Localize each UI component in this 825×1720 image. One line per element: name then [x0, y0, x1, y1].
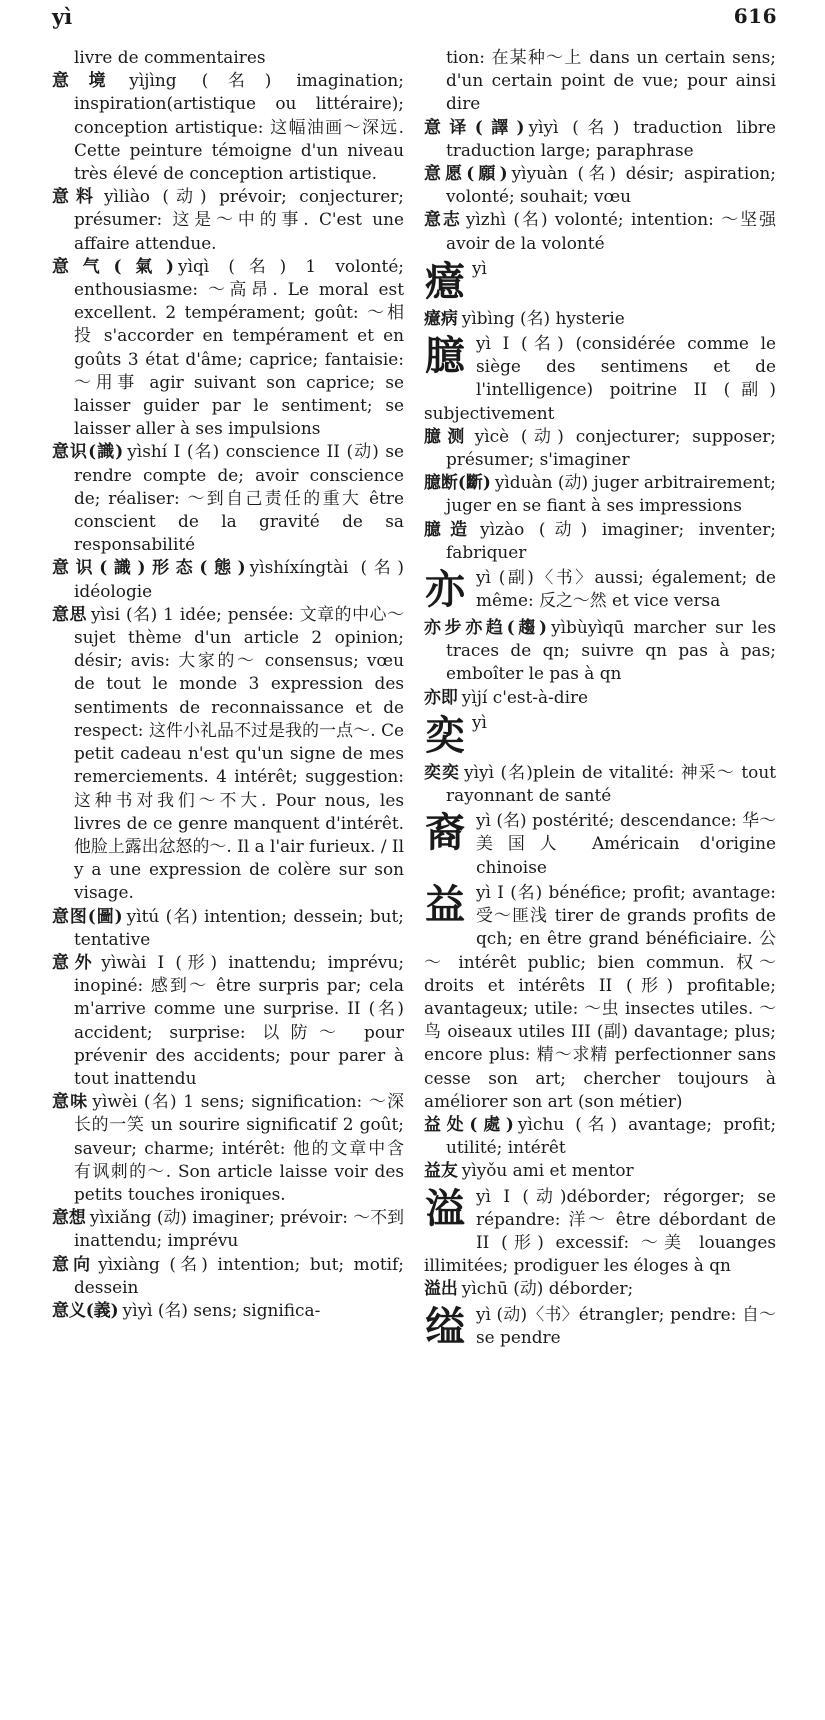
entry-text: yìwài I (形) inattendu; imprévu; inopiné: 感到～ être surpris par; cela m'arrive comme une surprise. II (名) accident; surprise: 以防～ pour prévenir des accidents; pour parer à tout inattendu	[74, 951, 405, 1088]
entry-text: yìchu (名) avantage; profit; utilité; intérêt	[446, 1113, 777, 1158]
entry-yixiang-intention	[52, 1253, 404, 1299]
entry-yijing	[52, 69, 404, 185]
entry-text: yìjìng (名) imagination; inspiration(artistique ou littéraire); conception artistique: 这幅油画～深远. Cette peinture témoigne d'un niveau très élevé de conception artistique.	[74, 70, 404, 184]
entry-text: yìwèi (名) 1 sens; signification: ～深长的一笑 un sourire significatif 2 goût; saveur; charme; intérêt: 他的文章中含有讽刺的～. Son article laisse voir des petits touches ironiques.	[74, 1091, 405, 1204]
entry-headword: 臆测	[424, 425, 471, 446]
entry-headword: 意外	[52, 951, 98, 972]
left-column	[52, 46, 404, 1322]
right-column	[424, 46, 776, 1353]
entry-headword: 意识(識)	[52, 441, 124, 462]
character-glyph: 缢	[425, 1302, 465, 1350]
character-heading	[424, 711, 776, 761]
entry-yixiang	[52, 1206, 404, 1252]
entry-yibuyiqu	[424, 616, 776, 686]
entry-text: yìzhì (名) volonté; intention: ～坚强 avoir de la volonté	[446, 209, 776, 253]
entry-text: yìyuàn (名) désir; aspiration; volonté; souhait; vœu	[446, 163, 776, 207]
entry-text: yìduàn (动) juger arbitrairement; juger en se fiant à ses impressions	[446, 472, 777, 516]
entry-text: yìbìng (名) hysterie	[461, 307, 625, 328]
character-entry	[424, 1303, 776, 1353]
entry-text: yì (名) postérité; descendance: 华～美国人 Américain d'origine chinoise	[476, 810, 776, 877]
character-glyph: 益	[425, 880, 465, 928]
entry-text: yìzào (动) imaginer; inventer; fabriquer	[446, 518, 776, 562]
entry-continuation	[52, 46, 404, 69]
entry-text: yìyì (名)plein de vitalité: 神采～ tout rayonnant de santé	[446, 761, 776, 806]
character-pinyin: yì	[472, 711, 487, 732]
character-entry	[424, 809, 776, 879]
entry-text: yì I (动)déborder; régorger; se répandre: 洋～ être débordant de II (形) excessif: ～美 louanges illimitées; prodiguer les éloges à qn	[424, 1185, 776, 1276]
entry-headword: 亦步亦趋(趨)	[424, 617, 548, 638]
entry-yisi	[52, 603, 404, 905]
entry-text: yìshí I (名) conscience II (动) se rendre compte de; avoir conscience de; réaliser: ～到自己责任的重大 être conscient de la gravité de sa responsabilité	[74, 441, 405, 555]
entry-headword: 意境	[52, 70, 126, 91]
entry-yichu-deborder	[424, 1277, 776, 1300]
entry-text: yìjí c'est-à-dire	[461, 686, 589, 707]
entry-yichu	[424, 1113, 776, 1159]
character-glyph: 癔	[425, 257, 465, 305]
entry-headword: 意识(識)形态(態)	[52, 557, 246, 578]
entry-headword: 意图(圖)	[52, 905, 123, 926]
entry-headword: 奕奕	[424, 761, 461, 782]
character-entry	[424, 881, 776, 1113]
entry-text: yìsi (名) 1 idée; pensée: 文章的中心～ sujet thème d'un article 2 opinion; désir; avis: 大家的～ consensus; vœu de tout le monde 3 expression des sentiments de reconnaissance et de respect: 这件小礼品不过是我的一点～. Ce petit cadeau n'est qu'un signe de mes remerciements. 4 intérêt; suggestion: 这种书对我们～不大. Pour nous, les livres de ce genre manquent d'intérêt. 他脸上露出忿怒的～. Il a l'air furieux. / Il y a une expression de colère sur son visage.	[74, 603, 405, 903]
entry-yishixingtai	[52, 556, 404, 602]
character-glyph: 裔	[425, 809, 465, 857]
character-glyph: 亦	[425, 566, 465, 614]
character-entry	[424, 566, 776, 616]
character-glyph: 奕	[425, 711, 465, 759]
entry-yiji	[424, 686, 776, 709]
entry-text: yìcè (动) conjecturer; supposer; présumer; s'imaginer	[446, 425, 776, 470]
entry-headword: 意向	[52, 1253, 95, 1274]
entry-headword: 益友	[424, 1160, 458, 1181]
entry-text: yì I (名) (considérée comme le siège des sentimens et de l'intelligence) poitrine II (副) subjectivement	[424, 333, 776, 423]
entry-headword: 意愿(願)	[424, 163, 508, 184]
entry-text: yìtú (名) intention; dessein; but; tentative	[74, 905, 404, 949]
entry-yiwei	[52, 1090, 404, 1206]
entry-text: yìyì (名) sens; significa-	[122, 1299, 321, 1320]
entry-headword: 意味	[52, 1091, 89, 1112]
entry-yiliao	[52, 185, 404, 255]
entry-text: yìqì (名) 1 volonté; enthousiasme: ～高昂. Le moral est excellent. 2 tempérament; goût: ～相投 s'accorder en tempérament et en goûts 3 état d'âme; caprice; fantaisie: ～用事 agir suivant son caprice; se laisser guider par le sentiment; se laisser aller à ses impulsions	[74, 255, 404, 439]
entry-headword: 意想	[52, 1207, 86, 1228]
entry-headword: 益处(處)	[424, 1113, 514, 1134]
entry-headword: 意志	[424, 209, 462, 230]
entry-yiwai	[52, 951, 404, 1090]
entry-text: yì (动)〈书〉étrangler; pendre: 自～ se pendre	[476, 1303, 776, 1347]
entry-headword: 癔病	[424, 307, 458, 328]
entry-text: yìxiǎng (动) imaginer; prévoir: ～不到 inattendu; imprévu	[74, 1207, 405, 1251]
character-heading	[424, 257, 776, 307]
entry-continuation	[424, 46, 776, 116]
entry-text: livre de commentaires	[74, 47, 266, 67]
entry-yibing	[424, 307, 776, 330]
entry-headword: 意气(氣)	[52, 255, 175, 276]
entry-text: yìchū (动) déborder;	[461, 1278, 634, 1299]
entry-yizhi	[424, 208, 776, 254]
page-header	[0, 0, 825, 40]
entry-headword: 意料	[52, 186, 100, 207]
header-pinyin: yì	[52, 4, 73, 29]
entry-text: tion: 在某种～上 dans un certain sens; d'un certain point de vue; pour ainsi dire	[446, 47, 776, 114]
entry-text: yì (副)〈书〉aussi; également; de même: 反之～然 et vice versa	[476, 567, 776, 611]
entry-yishi	[52, 440, 404, 556]
entry-yice	[424, 425, 776, 471]
entry-headword: 溢出	[424, 1278, 458, 1299]
entry-yiyi-vitalite	[424, 761, 776, 807]
entry-headword: 意思	[52, 603, 87, 624]
entry-headword: 意义(義)	[52, 1299, 119, 1320]
page-number: 616	[733, 4, 777, 28]
entry-text: yìshíxíngtài (名) idéologie	[74, 557, 404, 601]
entry-headword: 亦即	[424, 686, 458, 707]
character-glyph: 溢	[425, 1184, 465, 1232]
entry-yiyou	[424, 1159, 776, 1182]
entry-yiqi	[52, 255, 404, 441]
entry-text: yì I (名) bénéfice; profit; avantage: 受～匪浅 tirer de grands profits de qch; en être grand bénéficiaire. 公～ intérêt public; bien commun. 权～droits et intérêts II (形) profitable; avantageux; utile: ～虫 insectes utiles. ～鸟 oiseaux utiles III (副) davantage; plus; encore plus: 精～求精 perfectionner sans cesse son art; chercher toujours à améliorer son art (son métier)	[424, 881, 776, 1111]
character-entry	[424, 1185, 776, 1278]
entry-yiyi	[52, 1299, 404, 1322]
entry-text: yìyǒu ami et mentor	[461, 1160, 634, 1181]
character-entry	[424, 332, 776, 425]
entry-headword: 意译(譯)	[424, 116, 525, 137]
entry-headword: 臆造	[424, 518, 477, 539]
entry-yizao	[424, 518, 776, 564]
entry-text: yìxiàng (名) intention; but; motif; dessein	[74, 1253, 404, 1297]
entry-yiyuan	[424, 162, 776, 208]
entry-yitu	[52, 905, 404, 951]
entry-text: yìliào (动) prévoir; conjecturer; présumer: 这是～中的事. C'est une affaire attendue.	[74, 186, 404, 253]
entry-yiyi-translation	[424, 116, 776, 162]
entry-yiduan	[424, 471, 776, 517]
entry-text: yìbùyìqū marcher sur les traces de qn; suivre qn pas à pas; emboîter le pas à qn	[446, 617, 777, 684]
entry-text: yìyì (名) traduction libre traduction large; paraphrase	[446, 116, 777, 160]
entry-headword: 臆断(斷)	[424, 472, 491, 493]
character-pinyin: yì	[472, 257, 487, 278]
character-glyph: 臆	[425, 332, 465, 380]
